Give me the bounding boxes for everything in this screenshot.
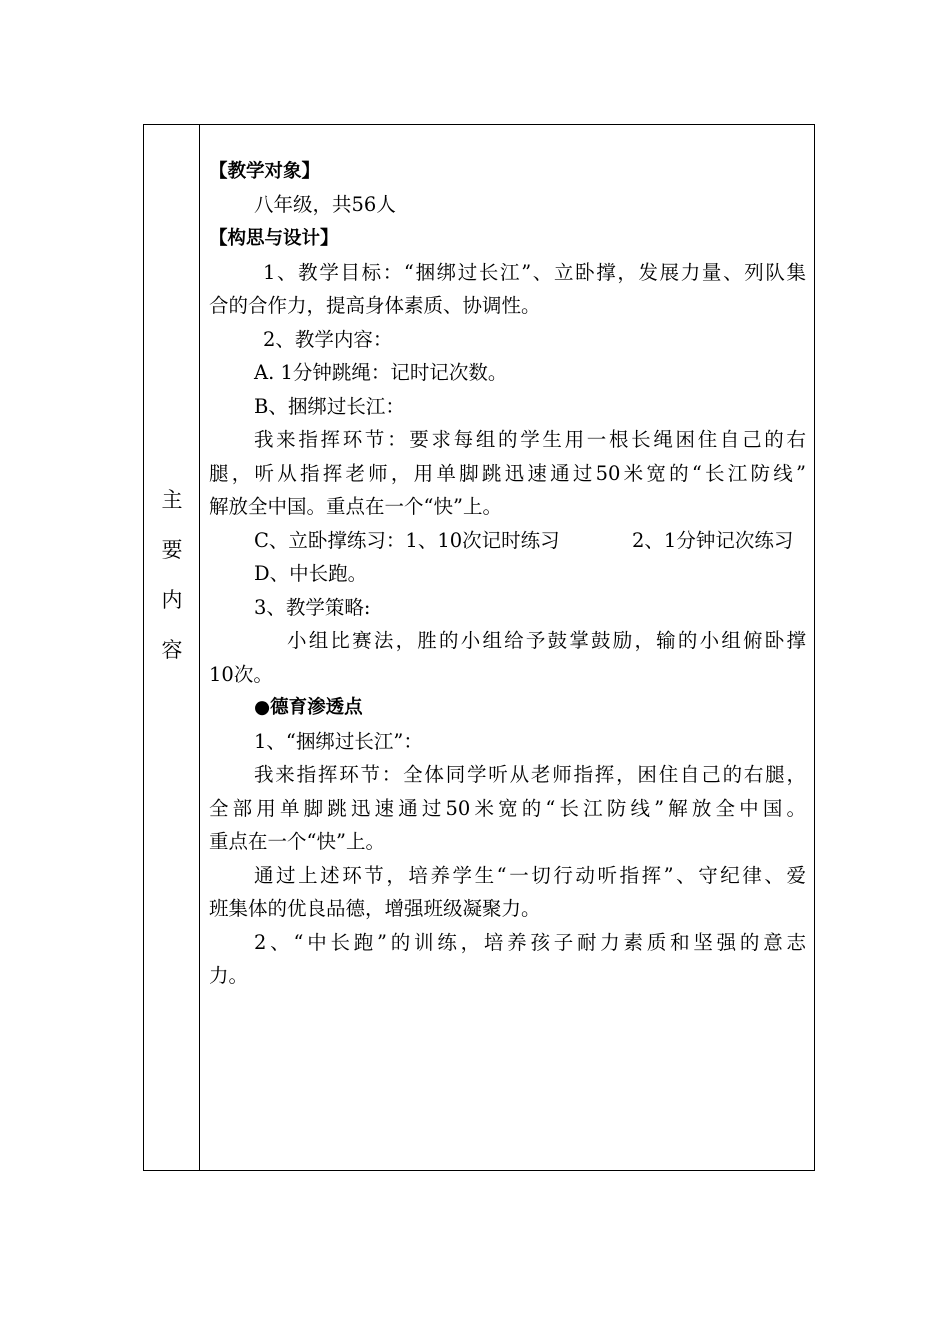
text-line: 班集体的优良品德，增强班级凝聚力。: [209, 897, 541, 920]
section-label-cell: [144, 125, 200, 1170]
text-line: 腿，听从指挥老师，用单脚跳迅速通过50米宽的“长江防线”: [209, 462, 806, 485]
text-line: C、立卧撑练习：1、10次记时练习: [254, 529, 560, 552]
text-line: 我来指挥环节：全体同学听从老师指挥，困住自己的右腿，: [254, 763, 806, 786]
text-line: 通过上述环节，培养学生“一切行动听指挥”、守纪律、爱: [254, 864, 806, 887]
text-line: 力。: [209, 964, 249, 987]
text-line: 重点在一个“快”上。: [209, 830, 385, 853]
heading-design: 【构思与设计】: [209, 228, 339, 249]
heading-teaching-target: 【教学对象】: [209, 161, 321, 182]
text-line: 2、教学内容：: [263, 328, 393, 351]
text-line: 10次。: [209, 663, 273, 686]
text-line: 3、教学策略:: [254, 596, 371, 619]
text-line: A. 1分钟跳绳：记时记次数。: [254, 361, 508, 384]
section-label-char: 内: [161, 588, 183, 612]
text-line: 合的合作力，提高身体素质、协调性。: [209, 294, 541, 317]
text-line: 八年级，共56人: [254, 193, 396, 216]
text-line: 2、1分钟记次练习: [632, 529, 794, 552]
section-label-char: 主: [161, 488, 183, 512]
section-label-char: 要: [161, 538, 183, 562]
heading-moral-education: ●德育渗透点: [254, 697, 363, 718]
text-line: 2、“中长跑”的训练，培养孩子耐力素质和坚强的意志: [254, 931, 806, 954]
text-line: 我来指挥环节：要求每组的学生用一根长绳困住自己的右: [254, 428, 806, 451]
text-line: B、捆绑过长江：: [254, 395, 405, 418]
text-line: D、中长跑。: [254, 562, 368, 585]
text-line: 1、教学目标：“捆绑过长江”、立卧撑，发展力量、列队集: [263, 261, 806, 284]
text-line: 小组比赛法，胜的小组给予鼓掌鼓励，输的小组俯卧撑: [287, 629, 806, 652]
section-content-cell: [200, 125, 814, 1170]
text-line: 1、“捆绑过长江”：: [254, 730, 423, 753]
text-line: 解放全中国。重点在一个“快”上。: [209, 495, 502, 518]
text-line: 全部用单脚跳迅速通过50米宽的“长江防线”解放全中国。: [209, 797, 806, 820]
content-table: [143, 124, 815, 1171]
section-label-char: 容: [161, 638, 183, 662]
